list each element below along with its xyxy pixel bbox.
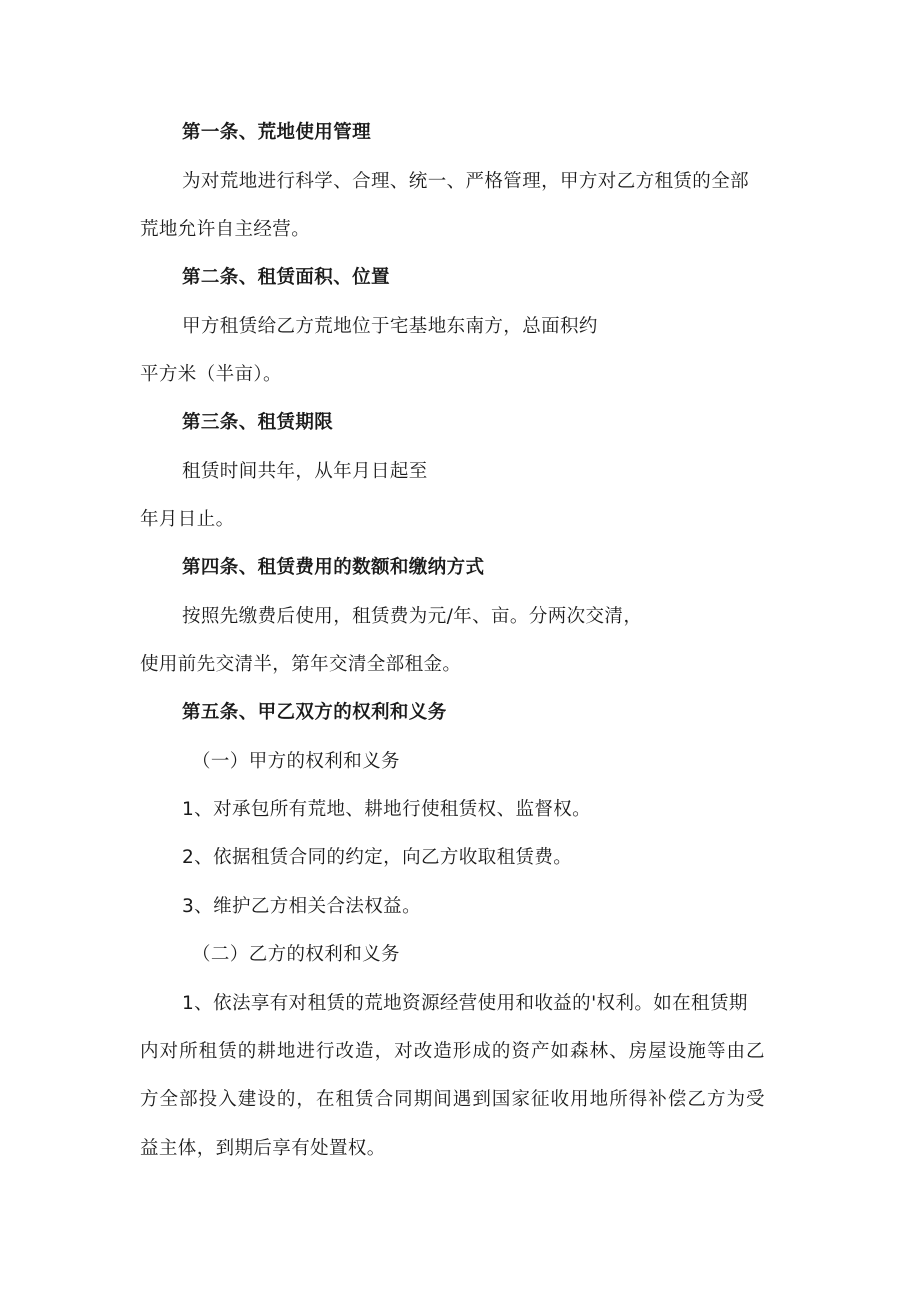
article-4-body-line-2: 使用前先交清半，第年交清全部租金。: [140, 654, 462, 675]
article-4-body-line-1: 按照先缴费后使用，租赁费为元/年、亩。分两次交清，: [182, 606, 643, 627]
article-2-heading: 第二条、租赁面积、位置: [182, 267, 390, 288]
article-2-body-line-1: 甲方租赁给乙方荒地位于宅基地东南方，总面积约: [182, 316, 598, 337]
article-3-body-line-2: 年月日止。: [140, 509, 235, 530]
article-5-heading: 第五条、甲乙双方的权利和义务: [182, 702, 447, 723]
party-b-item-1-line-2: 内对所租赁的耕地进行改造，对改造形成的资产如森林、房屋设施等由乙: [140, 1041, 766, 1062]
party-b-item-1-line-4: 益主体，到期后享有处置权。: [140, 1138, 386, 1159]
party-b-subheading: （二）乙方的权利和义务: [192, 944, 400, 965]
party-a-item-1: 1、对承包所有荒地、耕地行使租赁权、监督权。: [182, 799, 592, 820]
party-b-item-1-line-1: 1、依法享有对租赁的荒地资源经营使用和收益的'权利。如在租赁期: [182, 993, 748, 1014]
article-1-body-line-2: 荒地允许自主经营。: [140, 219, 311, 240]
party-a-item-2: 2、依据租赁合同的约定，向乙方收取租赁费。: [182, 847, 573, 868]
article-1-body-line-1: 为对荒地进行科学、合理、统一、严格管理，甲方对乙方租赁的全部: [182, 171, 750, 192]
article-3-heading: 第三条、租赁期限: [182, 412, 334, 433]
article-4-heading: 第四条、租赁费用的数额和缴纳方式: [182, 557, 485, 578]
party-a-subheading: （一）甲方的权利和义务: [192, 751, 400, 772]
article-1-heading: 第一条、荒地使用管理: [182, 122, 372, 143]
article-3-body-line-1: 租赁时间共年，从年月日起至: [182, 461, 428, 482]
party-b-item-1-line-3: 方全部投入建设的，在租赁合同期间遇到国家征收用地所得补偿乙方为受: [140, 1089, 766, 1110]
party-a-item-3: 3、维护乙方相关合法权益。: [182, 896, 421, 917]
article-2-body-line-2: 平方米（半亩）。: [140, 364, 282, 385]
